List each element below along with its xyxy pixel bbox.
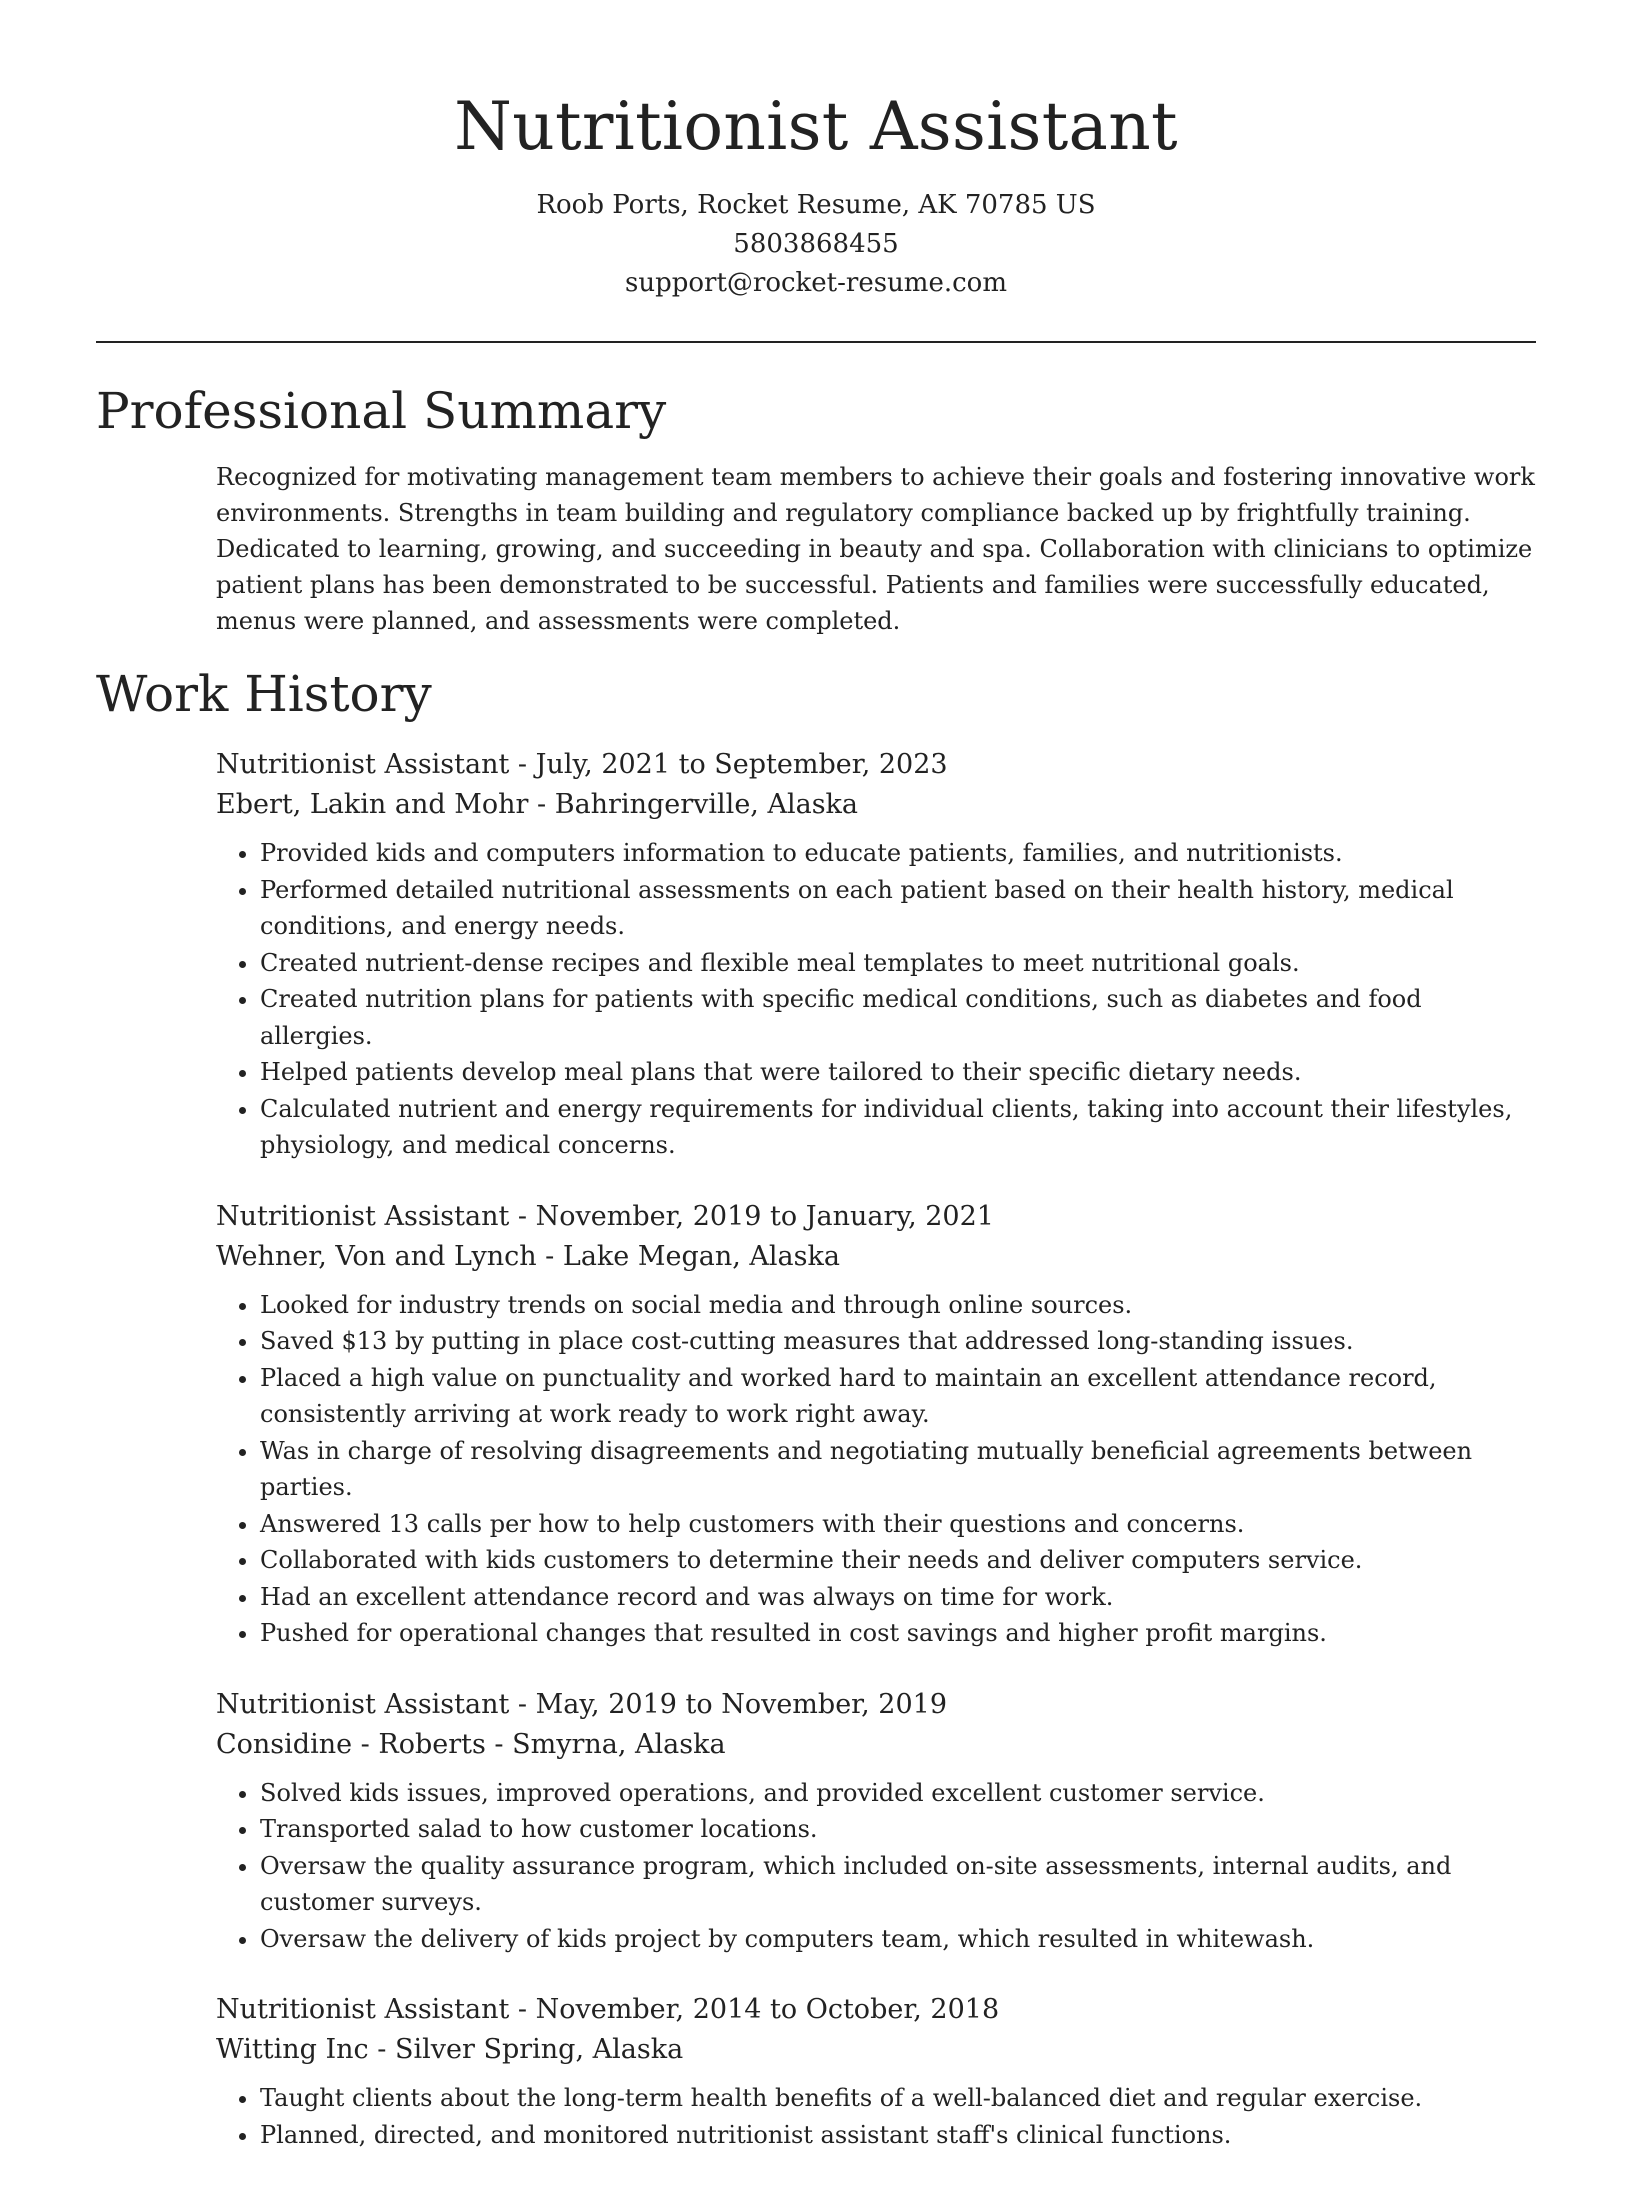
job-bullets [216,1287,1541,1652]
job-bullet: • Pushed for operational changes that resulted in cost savings and higher profit margins. [260,1615,1541,1652]
job-bullet: • Calculated nutrient and energy requirements for individual clients, taking into account their lifestyles, physiology, and medical concerns. [260,1091,1541,1164]
header-divider [96,341,1536,343]
job-bullet: • Taught clients about the long-term health benefits of a well-balanced diet and regular exercise. [260,2080,1541,2117]
work-history-list [216,745,1541,2186]
resume-header [0,0,1632,303]
job-title-line: Nutritionist Assistant - May, 2019 to November, 2019 [216,1688,947,1720]
job-bullet: • Was in charge of resolving disagreements and negotiating mutually beneficial agreements between parties. [260,1433,1541,1506]
job-bullet: • Oversaw the delivery of kids project by computers team, which resulted in whitewash. [260,1921,1541,1958]
job-bullet: • Placed a high value on punctuality and worked hard to maintain an excellent attendance record, consistently arriving at work ready to work right away. [260,1360,1541,1433]
job-company-line: Wehner, Von and Lynch - Lake Megan, Alaska [216,1240,840,1272]
job-bullet: • Oversaw the quality assurance program, which included on-site assessments, internal audits, and customer surveys. [260,1848,1541,1921]
contact-email: support@rocket-resume.com [624,268,1007,298]
job-bullet: • Answered 13 calls per how to help customers with their questions and concerns. [260,1506,1541,1543]
job-bullet: • Solved kids issues, improved operations, and provided excellent customer service. [260,1775,1541,1812]
job-entry [216,1685,1541,1958]
job-entry [216,745,1541,1164]
job-bullet: • Created nutrient-dense recipes and flexible meal templates to meet nutritional goals. [260,945,1541,982]
job-bullets [216,2080,1541,2153]
job-bullets [216,1775,1541,1958]
job-title-line: Nutritionist Assistant - July, 2021 to September, 2023 [216,749,948,780]
job-title-line: Nutritionist Assistant - November, 2014 to October, 2018 [216,1994,1000,2025]
job-bullet: • Helped patients develop meal plans that were tailored to their specific dietary needs. [260,1054,1541,1091]
job-bullet: • Performed detailed nutritional assessments on each patient based on their health history, medical conditions, and energy needs. [260,872,1541,945]
job-bullet: • Saved $13 by putting in place cost-cutting measures that addressed long-standing issues. [260,1323,1541,1360]
summary-text: Recognized for motivating management team members to achieve their goals and fostering innovative work environments. Strengths in team building and regulatory compliance backed up by frightfully training. Dedicated to learning, growing, and succeeding in beauty and spa. Collaboration with clinicians to optimize patient plans has been demonstrated to be successful. Patients and families were successfully educated, menus were planned, and assessments were completed. [216,463,1535,635]
job-bullet: • Transported salad to how customer locations. [260,1811,1541,1848]
job-bullet: • Looked for industry trends on social media and through online sources. [260,1287,1541,1324]
job-bullet: • Created nutrition plans for patients with specific medical conditions, such as diabetes and food allergies. [260,981,1541,1054]
job-company-line: Ebert, Lakin and Mohr - Bahringerville, Alaska [216,789,859,820]
job-bullet: • Had an excellent attendance record and was always on time for work. [260,1579,1541,1616]
contact-phone: 5803868455 [733,229,899,259]
job-bullet: • Provided kids and computers information to educate patients, families, and nutritionists. [260,835,1541,872]
job-company-line: Considine - Roberts - Smyrna, Alaska [216,1728,726,1760]
job-company-line: Witting Inc - Silver Spring, Alaska [216,2034,684,2065]
job-entry [216,1990,1541,2153]
job-bullet: • Planned, directed, and monitored nutritionist assistant staff's clinical functions. [260,2117,1541,2154]
contact-address: Roob Ports, Rocket Resume, AK 70785 US [536,190,1096,220]
contact-block [0,186,1632,303]
summary-heading: Professional Summary [96,382,667,440]
job-title-line: Nutritionist Assistant - November, 2019 to January, 2021 [216,1200,994,1232]
job-bullet: • Collaborated with kids customers to determine their needs and deliver computers service. [260,1542,1541,1579]
work-history-heading: Work History [96,665,432,723]
resume-name: Nutritionist Assistant [454,88,1178,165]
job-bullets [216,835,1541,1164]
job-entry [216,1197,1541,1652]
